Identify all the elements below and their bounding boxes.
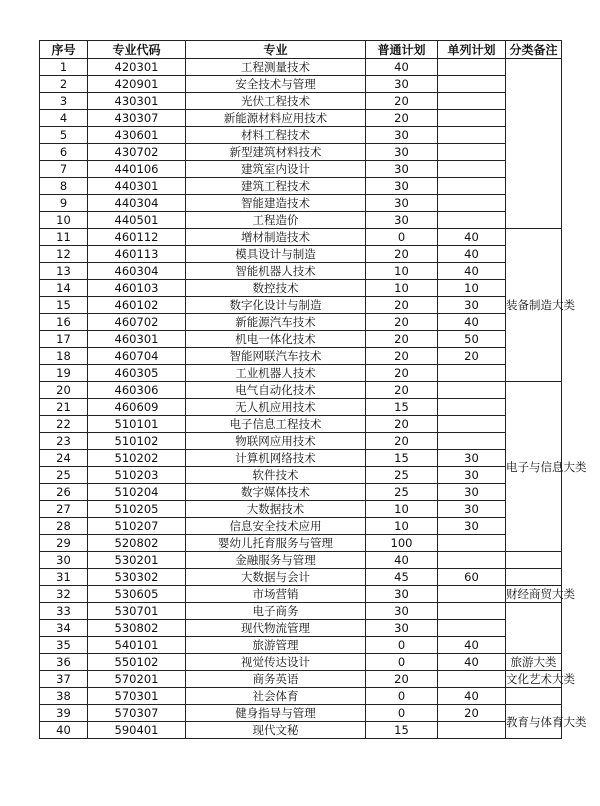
cell-separate-plan: 30 xyxy=(438,467,506,484)
cell-separate-plan xyxy=(438,365,506,382)
cell-separate-plan: 30 xyxy=(438,518,506,535)
cell-index: 26 xyxy=(40,484,88,501)
cell-major-code: 460306 xyxy=(88,382,186,399)
cell-major-name: 智能建造技术 xyxy=(186,195,366,212)
cell-index: 3 xyxy=(40,93,88,110)
cell-major-name: 商务英语 xyxy=(186,671,366,688)
cell-separate-plan xyxy=(438,144,506,161)
cell-regular-plan: 20 xyxy=(366,331,438,348)
cell-regular-plan: 30 xyxy=(366,603,438,620)
cell-major-name: 智能机器人技术 xyxy=(186,263,366,280)
cell-major-name: 电子信息工程技术 xyxy=(186,416,366,433)
cell-index: 39 xyxy=(40,705,88,722)
table-row xyxy=(40,127,562,144)
cell-index: 35 xyxy=(40,637,88,654)
cell-major-name: 工程造价 xyxy=(186,212,366,229)
cell-major-code: 460113 xyxy=(88,246,186,263)
cell-category-note: 教育与体育大类 xyxy=(506,705,562,739)
cell-index: 24 xyxy=(40,450,88,467)
cell-separate-plan xyxy=(438,212,506,229)
table-row xyxy=(40,637,562,654)
cell-major-code: 570301 xyxy=(88,688,186,705)
cell-major-name: 智能网联汽车技术 xyxy=(186,348,366,365)
cell-regular-plan: 30 xyxy=(366,161,438,178)
cell-separate-plan: 40 xyxy=(438,314,506,331)
cell-major-name: 现代物流管理 xyxy=(186,620,366,637)
cell-regular-plan: 20 xyxy=(366,110,438,127)
cell-regular-plan: 10 xyxy=(366,280,438,297)
cell-regular-plan: 0 xyxy=(366,688,438,705)
cell-index: 21 xyxy=(40,399,88,416)
cell-major-code: 460305 xyxy=(88,365,186,382)
cell-major-code: 460704 xyxy=(88,348,186,365)
header-row xyxy=(40,41,562,59)
cell-major-name: 增材制造技术 xyxy=(186,229,366,246)
cell-regular-plan: 15 xyxy=(366,450,438,467)
cell-category-note xyxy=(506,569,562,586)
cell-major-code: 530201 xyxy=(88,552,186,569)
cell-major-code: 460112 xyxy=(88,229,186,246)
cell-index: 9 xyxy=(40,195,88,212)
table-row xyxy=(40,535,562,552)
cell-index: 5 xyxy=(40,127,88,144)
cell-index: 2 xyxy=(40,76,88,93)
cell-separate-plan: 30 xyxy=(438,501,506,518)
cell-category-note xyxy=(506,688,562,705)
cell-regular-plan: 30 xyxy=(366,620,438,637)
cell-separate-plan xyxy=(438,93,506,110)
cell-major-code: 440106 xyxy=(88,161,186,178)
table-row xyxy=(40,229,562,246)
cell-major-name: 工程测量技术 xyxy=(186,59,366,76)
cell-major-name: 现代文秘 xyxy=(186,722,366,739)
cell-index: 33 xyxy=(40,603,88,620)
cell-index: 40 xyxy=(40,722,88,739)
cell-regular-plan: 30 xyxy=(366,144,438,161)
enrollment-plan-table xyxy=(39,40,587,739)
cell-regular-plan: 30 xyxy=(366,195,438,212)
cell-regular-plan: 10 xyxy=(366,518,438,535)
cell-index: 8 xyxy=(40,178,88,195)
cell-major-code: 430301 xyxy=(88,93,186,110)
cell-index: 37 xyxy=(40,671,88,688)
cell-separate-plan: 40 xyxy=(438,229,506,246)
cell-separate-plan: 20 xyxy=(438,348,506,365)
cell-index: 38 xyxy=(40,688,88,705)
cell-separate-plan: 40 xyxy=(438,263,506,280)
cell-index: 34 xyxy=(40,620,88,637)
table-row xyxy=(40,501,562,518)
cell-category-note: 文化艺术大类 xyxy=(506,672,575,686)
cell-category-note xyxy=(506,603,562,654)
cell-major-name: 计算机网络技术 xyxy=(186,450,366,467)
cell-index: 7 xyxy=(40,161,88,178)
cell-major-code: 460609 xyxy=(88,399,186,416)
cell-index: 31 xyxy=(40,569,88,586)
table-row xyxy=(40,552,562,569)
cell-major-code: 460304 xyxy=(88,263,186,280)
cell-separate-plan: 40 xyxy=(438,688,506,705)
table-row xyxy=(40,195,562,212)
cell-major-name: 婴幼儿托育服务与管理 xyxy=(186,535,366,552)
cell-major-name: 电子商务 xyxy=(186,603,366,620)
cell-regular-plan: 45 xyxy=(366,569,438,586)
cell-index: 29 xyxy=(40,535,88,552)
cell-major-name: 新能源材料应用技术 xyxy=(186,110,366,127)
cell-major-code: 420301 xyxy=(88,59,186,76)
table-row xyxy=(40,416,562,433)
cell-major-name: 数字媒体技术 xyxy=(186,484,366,501)
cell-index: 20 xyxy=(40,382,88,399)
cell-regular-plan: 30 xyxy=(366,76,438,93)
cell-major-name: 新能源汽车技术 xyxy=(186,314,366,331)
cell-index: 30 xyxy=(40,552,88,569)
cell-major-code: 420901 xyxy=(88,76,186,93)
table-row xyxy=(40,722,562,739)
cell-index: 19 xyxy=(40,365,88,382)
cell-separate-plan xyxy=(438,603,506,620)
cell-major-name: 安全技术与管理 xyxy=(186,76,366,93)
cell-major-name: 电气自动化技术 xyxy=(186,382,366,399)
cell-regular-plan: 0 xyxy=(366,654,438,671)
table-body xyxy=(40,59,587,739)
cell-category-note xyxy=(506,552,562,569)
cell-separate-plan xyxy=(438,161,506,178)
cell-index: 13 xyxy=(40,263,88,280)
cell-index: 23 xyxy=(40,433,88,450)
cell-major-name: 大数据与会计 xyxy=(186,569,366,586)
cell-index: 6 xyxy=(40,144,88,161)
table-row xyxy=(40,586,562,603)
cell-separate-plan: 50 xyxy=(438,331,506,348)
cell-major-name: 视觉传达设计 xyxy=(186,654,366,671)
cell-major-name: 材料工程技术 xyxy=(186,127,366,144)
table-row xyxy=(40,382,562,399)
cell-separate-plan: 20 xyxy=(438,705,506,722)
cell-major-name: 工业机器人技术 xyxy=(186,365,366,382)
table-row xyxy=(40,433,562,450)
cell-major-code: 510205 xyxy=(88,501,186,518)
cell-major-name: 数字化设计与制造 xyxy=(186,297,366,314)
cell-index: 32 xyxy=(40,586,88,603)
cell-regular-plan: 20 xyxy=(366,382,438,399)
cell-major-name: 市场营销 xyxy=(186,586,366,603)
cell-major-name: 模具设计与制造 xyxy=(186,246,366,263)
cell-category-note: 电子与信息大类 xyxy=(506,382,562,552)
table-row xyxy=(40,93,562,110)
cell-major-code: 530605 xyxy=(88,586,186,603)
cell-regular-plan: 15 xyxy=(366,722,438,739)
cell-index: 27 xyxy=(40,501,88,518)
cell-index: 25 xyxy=(40,467,88,484)
cell-regular-plan: 30 xyxy=(366,212,438,229)
cell-separate-plan xyxy=(438,586,506,603)
cell-regular-plan: 20 xyxy=(366,433,438,450)
cell-regular-plan: 20 xyxy=(366,671,438,688)
header-separate-plan: 单列计划 xyxy=(438,41,506,59)
table-row xyxy=(40,263,562,280)
cell-index: 18 xyxy=(40,348,88,365)
cell-major-name: 大数据技术 xyxy=(186,501,366,518)
cell-category-note: 财经商贸大类 xyxy=(506,587,575,601)
table-row xyxy=(40,518,562,535)
cell-major-code: 530701 xyxy=(88,603,186,620)
table-row xyxy=(40,161,562,178)
cell-separate-plan xyxy=(438,671,506,688)
cell-major-code: 510207 xyxy=(88,518,186,535)
cell-major-name: 数控技术 xyxy=(186,280,366,297)
cell-category-note: 旅游大类 xyxy=(506,654,562,671)
cell-regular-plan: 30 xyxy=(366,586,438,603)
cell-separate-plan xyxy=(438,382,506,399)
table-row xyxy=(40,688,562,705)
table-row xyxy=(40,314,562,331)
cell-major-name: 健身指导与管理 xyxy=(186,705,366,722)
cell-major-name: 新型建筑材料技术 xyxy=(186,144,366,161)
cell-separate-plan: 30 xyxy=(438,450,506,467)
table-row xyxy=(40,620,562,637)
cell-separate-plan xyxy=(438,433,506,450)
cell-regular-plan: 30 xyxy=(366,127,438,144)
cell-regular-plan: 10 xyxy=(366,501,438,518)
table-row xyxy=(40,450,562,467)
cell-major-name: 无人机应用技术 xyxy=(186,399,366,416)
cell-major-code: 430601 xyxy=(88,127,186,144)
cell-regular-plan: 20 xyxy=(366,314,438,331)
cell-major-code: 510204 xyxy=(88,484,186,501)
cell-major-name: 建筑工程技术 xyxy=(186,178,366,195)
table-row xyxy=(40,705,562,722)
cell-separate-plan xyxy=(438,178,506,195)
cell-major-code: 460301 xyxy=(88,331,186,348)
cell-major-code: 510102 xyxy=(88,433,186,450)
cell-index: 22 xyxy=(40,416,88,433)
cell-separate-plan xyxy=(438,195,506,212)
cell-index: 36 xyxy=(40,654,88,671)
cell-regular-plan: 25 xyxy=(366,484,438,501)
cell-major-name: 光伏工程技术 xyxy=(186,93,366,110)
cell-separate-plan: 40 xyxy=(438,654,506,671)
cell-separate-plan: 40 xyxy=(438,246,506,263)
cell-regular-plan: 20 xyxy=(366,93,438,110)
cell-major-code: 510101 xyxy=(88,416,186,433)
table-row xyxy=(40,467,562,484)
table-row xyxy=(40,484,562,501)
cell-major-code: 570201 xyxy=(88,671,186,688)
cell-index: 17 xyxy=(40,331,88,348)
cell-separate-plan: 30 xyxy=(438,297,506,314)
header-category-note: 分类备注 xyxy=(506,41,562,59)
cell-separate-plan xyxy=(438,110,506,127)
cell-regular-plan: 40 xyxy=(366,59,438,76)
cell-index: 15 xyxy=(40,297,88,314)
cell-regular-plan: 40 xyxy=(366,552,438,569)
cell-major-name: 社会体育 xyxy=(186,688,366,705)
cell-regular-plan: 10 xyxy=(366,263,438,280)
cell-major-name: 物联网应用技术 xyxy=(186,433,366,450)
cell-category-note xyxy=(506,59,562,229)
cell-regular-plan: 20 xyxy=(366,246,438,263)
table-row xyxy=(40,246,562,263)
enrollment-plan-document xyxy=(39,40,587,739)
table-row xyxy=(40,280,562,297)
table-row xyxy=(40,603,562,620)
cell-separate-plan xyxy=(438,76,506,93)
table-row xyxy=(40,569,562,586)
cell-major-code: 460103 xyxy=(88,280,186,297)
cell-major-name: 软件技术 xyxy=(186,467,366,484)
cell-index: 12 xyxy=(40,246,88,263)
cell-separate-plan xyxy=(438,620,506,637)
cell-index: 1 xyxy=(40,59,88,76)
cell-major-code: 550102 xyxy=(88,654,186,671)
cell-regular-plan: 20 xyxy=(366,416,438,433)
cell-major-name: 机电一体化技术 xyxy=(186,331,366,348)
cell-major-code: 530302 xyxy=(88,569,186,586)
table-row xyxy=(40,399,562,416)
cell-separate-plan xyxy=(438,416,506,433)
cell-major-code: 590401 xyxy=(88,722,186,739)
cell-major-code: 440304 xyxy=(88,195,186,212)
cell-major-name: 旅游管理 xyxy=(186,637,366,654)
table-row xyxy=(40,110,562,127)
cell-regular-plan: 0 xyxy=(366,637,438,654)
cell-separate-plan xyxy=(438,399,506,416)
cell-index: 11 xyxy=(40,229,88,246)
cell-major-code: 510202 xyxy=(88,450,186,467)
cell-regular-plan: 25 xyxy=(366,467,438,484)
cell-major-name: 建筑室内设计 xyxy=(186,161,366,178)
cell-separate-plan: 60 xyxy=(438,569,506,586)
cell-major-code: 570307 xyxy=(88,705,186,722)
cell-separate-plan xyxy=(438,535,506,552)
cell-separate-plan xyxy=(438,127,506,144)
cell-regular-plan: 15 xyxy=(366,399,438,416)
cell-regular-plan: 20 xyxy=(366,365,438,382)
table-row xyxy=(40,212,562,229)
cell-index: 28 xyxy=(40,518,88,535)
cell-index: 4 xyxy=(40,110,88,127)
cell-index: 10 xyxy=(40,212,88,229)
cell-major-code: 430307 xyxy=(88,110,186,127)
cell-index: 16 xyxy=(40,314,88,331)
cell-major-code: 430702 xyxy=(88,144,186,161)
cell-major-code: 540101 xyxy=(88,637,186,654)
table-row xyxy=(40,331,562,348)
table-row xyxy=(40,178,562,195)
cell-separate-plan xyxy=(438,552,506,569)
header-major: 专业 xyxy=(186,41,366,59)
cell-regular-plan: 0 xyxy=(366,229,438,246)
header-regular-plan: 普通计划 xyxy=(366,41,438,59)
cell-separate-plan: 30 xyxy=(438,484,506,501)
cell-regular-plan: 20 xyxy=(366,297,438,314)
cell-regular-plan: 100 xyxy=(366,535,438,552)
table-row xyxy=(40,59,562,76)
cell-major-code: 510203 xyxy=(88,467,186,484)
table-row xyxy=(40,348,562,365)
table-row xyxy=(40,671,562,688)
cell-major-name: 信息安全技术应用 xyxy=(186,518,366,535)
cell-separate-plan: 40 xyxy=(438,637,506,654)
header-major-code: 专业代码 xyxy=(88,41,186,59)
table-row xyxy=(40,297,562,314)
cell-separate-plan: 10 xyxy=(438,280,506,297)
cell-regular-plan: 0 xyxy=(366,705,438,722)
cell-separate-plan xyxy=(438,722,506,739)
cell-regular-plan: 30 xyxy=(366,178,438,195)
cell-major-code: 460102 xyxy=(88,297,186,314)
cell-separate-plan xyxy=(438,59,506,76)
cell-major-name: 金融服务与管理 xyxy=(186,552,366,569)
table-row xyxy=(40,365,562,382)
table-row xyxy=(40,144,562,161)
cell-index: 14 xyxy=(40,280,88,297)
table-row xyxy=(40,654,562,671)
table-row xyxy=(40,76,562,93)
cell-major-code: 460702 xyxy=(88,314,186,331)
cell-major-code: 440301 xyxy=(88,178,186,195)
cell-major-code: 530802 xyxy=(88,620,186,637)
header-index: 序号 xyxy=(40,41,88,59)
cell-category-note: 装备制造大类 xyxy=(506,229,562,382)
cell-major-code: 440501 xyxy=(88,212,186,229)
cell-major-code: 520802 xyxy=(88,535,186,552)
cell-regular-plan: 20 xyxy=(366,348,438,365)
